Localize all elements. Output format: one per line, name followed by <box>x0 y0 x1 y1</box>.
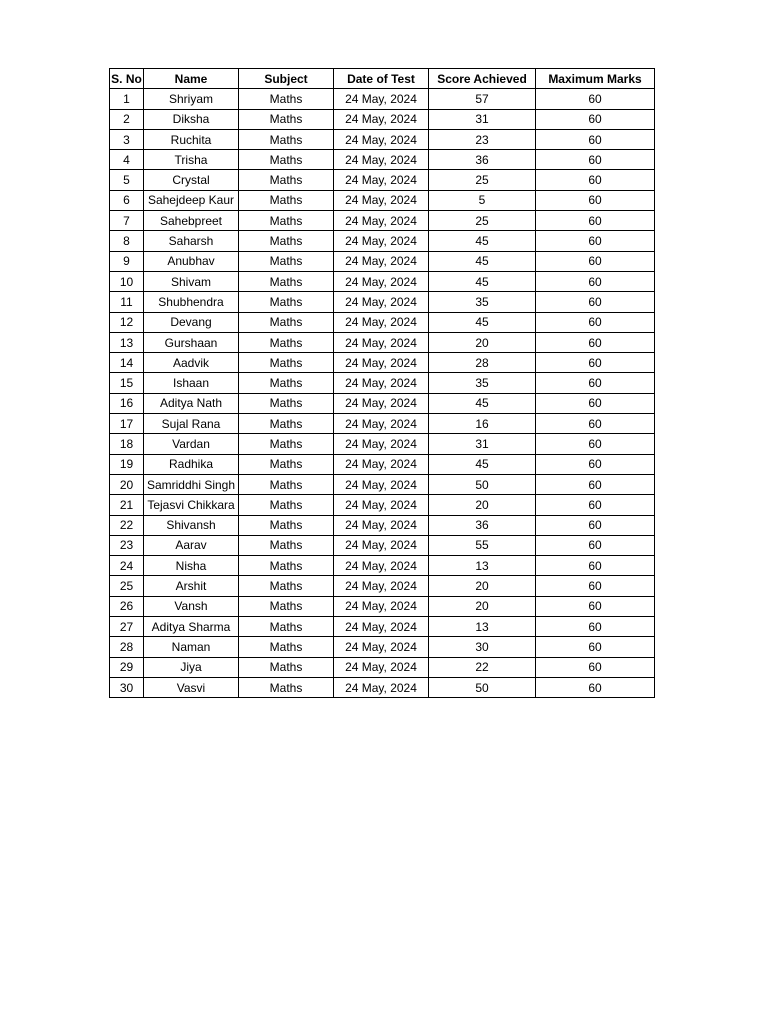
cell-name: Anubhav <box>144 251 239 271</box>
cell-name: Devang <box>144 312 239 332</box>
cell-maximum-marks: 60 <box>536 170 655 190</box>
table-row <box>110 373 655 393</box>
cell-maximum-marks: 60 <box>536 637 655 657</box>
cell-date-of-test: 24 May, 2024 <box>334 657 429 677</box>
cell-name: Arshit <box>144 576 239 596</box>
cell-name: Aditya Nath <box>144 393 239 413</box>
cell-name: Shriyam <box>144 89 239 109</box>
header-s-no: S. No <box>110 69 144 89</box>
cell-date-of-test: 24 May, 2024 <box>334 271 429 291</box>
cell-s-no: 15 <box>110 373 144 393</box>
cell-score-achieved: 36 <box>429 150 536 170</box>
cell-subject: Maths <box>239 353 334 373</box>
table-row <box>110 393 655 413</box>
cell-s-no: 26 <box>110 596 144 616</box>
cell-maximum-marks: 60 <box>536 353 655 373</box>
cell-s-no: 20 <box>110 474 144 494</box>
cell-name: Trisha <box>144 150 239 170</box>
table-row <box>110 211 655 231</box>
cell-date-of-test: 24 May, 2024 <box>334 312 429 332</box>
cell-date-of-test: 24 May, 2024 <box>334 474 429 494</box>
cell-maximum-marks: 60 <box>536 109 655 129</box>
header-date-of-test: Date of Test <box>334 69 429 89</box>
cell-subject: Maths <box>239 271 334 291</box>
cell-score-achieved: 28 <box>429 353 536 373</box>
cell-name: Nisha <box>144 556 239 576</box>
cell-score-achieved: 13 <box>429 556 536 576</box>
cell-s-no: 10 <box>110 271 144 291</box>
cell-score-achieved: 45 <box>429 231 536 251</box>
cell-subject: Maths <box>239 454 334 474</box>
cell-name: Aarav <box>144 535 239 555</box>
cell-name: Shivansh <box>144 515 239 535</box>
cell-s-no: 6 <box>110 190 144 210</box>
cell-score-achieved: 20 <box>429 332 536 352</box>
cell-score-achieved: 45 <box>429 393 536 413</box>
cell-s-no: 2 <box>110 109 144 129</box>
cell-subject: Maths <box>239 211 334 231</box>
cell-date-of-test: 24 May, 2024 <box>334 190 429 210</box>
cell-maximum-marks: 60 <box>536 474 655 494</box>
cell-maximum-marks: 60 <box>536 495 655 515</box>
table-row <box>110 474 655 494</box>
cell-s-no: 11 <box>110 292 144 312</box>
cell-maximum-marks: 60 <box>536 89 655 109</box>
cell-score-achieved: 20 <box>429 596 536 616</box>
table-row <box>110 271 655 291</box>
cell-score-achieved: 25 <box>429 170 536 190</box>
cell-date-of-test: 24 May, 2024 <box>334 434 429 454</box>
cell-date-of-test: 24 May, 2024 <box>334 89 429 109</box>
cell-date-of-test: 24 May, 2024 <box>334 393 429 413</box>
cell-maximum-marks: 60 <box>536 271 655 291</box>
cell-score-achieved: 35 <box>429 292 536 312</box>
cell-date-of-test: 24 May, 2024 <box>334 637 429 657</box>
cell-maximum-marks: 60 <box>536 434 655 454</box>
cell-score-achieved: 50 <box>429 474 536 494</box>
table-row <box>110 414 655 434</box>
cell-subject: Maths <box>239 251 334 271</box>
cell-name: Ishaan <box>144 373 239 393</box>
cell-name: Samriddhi Singh <box>144 474 239 494</box>
cell-subject: Maths <box>239 474 334 494</box>
cell-maximum-marks: 60 <box>536 535 655 555</box>
cell-date-of-test: 24 May, 2024 <box>334 373 429 393</box>
cell-score-achieved: 22 <box>429 657 536 677</box>
cell-score-achieved: 45 <box>429 251 536 271</box>
cell-s-no: 25 <box>110 576 144 596</box>
cell-s-no: 5 <box>110 170 144 190</box>
cell-name: Vardan <box>144 434 239 454</box>
cell-date-of-test: 24 May, 2024 <box>334 535 429 555</box>
cell-name: Sujal Rana <box>144 414 239 434</box>
cell-date-of-test: 24 May, 2024 <box>334 617 429 637</box>
cell-maximum-marks: 60 <box>536 677 655 697</box>
cell-date-of-test: 24 May, 2024 <box>334 292 429 312</box>
score-table <box>109 68 655 698</box>
table-row <box>110 454 655 474</box>
cell-subject: Maths <box>239 515 334 535</box>
cell-name: Crystal <box>144 170 239 190</box>
cell-subject: Maths <box>239 556 334 576</box>
table-row <box>110 495 655 515</box>
cell-subject: Maths <box>239 170 334 190</box>
cell-date-of-test: 24 May, 2024 <box>334 576 429 596</box>
table-row <box>110 596 655 616</box>
cell-subject: Maths <box>239 393 334 413</box>
table-row <box>110 434 655 454</box>
table-row <box>110 109 655 129</box>
cell-maximum-marks: 60 <box>536 576 655 596</box>
cell-name: Sahejdeep Kaur <box>144 190 239 210</box>
cell-maximum-marks: 60 <box>536 312 655 332</box>
cell-s-no: 14 <box>110 353 144 373</box>
cell-date-of-test: 24 May, 2024 <box>334 556 429 576</box>
cell-subject: Maths <box>239 617 334 637</box>
cell-maximum-marks: 60 <box>536 150 655 170</box>
cell-subject: Maths <box>239 495 334 515</box>
cell-s-no: 4 <box>110 150 144 170</box>
cell-maximum-marks: 60 <box>536 596 655 616</box>
cell-date-of-test: 24 May, 2024 <box>334 596 429 616</box>
cell-s-no: 17 <box>110 414 144 434</box>
table-row <box>110 129 655 149</box>
cell-name: Naman <box>144 637 239 657</box>
cell-date-of-test: 24 May, 2024 <box>334 495 429 515</box>
cell-subject: Maths <box>239 332 334 352</box>
cell-s-no: 28 <box>110 637 144 657</box>
cell-score-achieved: 23 <box>429 129 536 149</box>
cell-maximum-marks: 60 <box>536 657 655 677</box>
cell-s-no: 22 <box>110 515 144 535</box>
cell-score-achieved: 30 <box>429 637 536 657</box>
table-row <box>110 535 655 555</box>
cell-subject: Maths <box>239 231 334 251</box>
cell-s-no: 24 <box>110 556 144 576</box>
header-maximum-marks: Maximum Marks <box>536 69 655 89</box>
cell-subject: Maths <box>239 150 334 170</box>
table-row <box>110 657 655 677</box>
header-row <box>110 69 655 89</box>
cell-maximum-marks: 60 <box>536 231 655 251</box>
cell-s-no: 29 <box>110 657 144 677</box>
cell-s-no: 13 <box>110 332 144 352</box>
table-row <box>110 190 655 210</box>
cell-subject: Maths <box>239 373 334 393</box>
cell-date-of-test: 24 May, 2024 <box>334 677 429 697</box>
cell-score-achieved: 55 <box>429 535 536 555</box>
cell-maximum-marks: 60 <box>536 129 655 149</box>
cell-name: Radhika <box>144 454 239 474</box>
cell-subject: Maths <box>239 434 334 454</box>
cell-date-of-test: 24 May, 2024 <box>334 231 429 251</box>
table-row <box>110 231 655 251</box>
cell-date-of-test: 24 May, 2024 <box>334 129 429 149</box>
cell-name: Saharsh <box>144 231 239 251</box>
cell-name: Diksha <box>144 109 239 129</box>
cell-score-achieved: 50 <box>429 677 536 697</box>
cell-s-no: 12 <box>110 312 144 332</box>
cell-score-achieved: 5 <box>429 190 536 210</box>
cell-s-no: 16 <box>110 393 144 413</box>
cell-score-achieved: 45 <box>429 312 536 332</box>
cell-subject: Maths <box>239 89 334 109</box>
cell-date-of-test: 24 May, 2024 <box>334 515 429 535</box>
cell-name: Gurshaan <box>144 332 239 352</box>
cell-date-of-test: 24 May, 2024 <box>334 332 429 352</box>
cell-maximum-marks: 60 <box>536 251 655 271</box>
cell-subject: Maths <box>239 109 334 129</box>
cell-score-achieved: 25 <box>429 211 536 231</box>
table-row <box>110 637 655 657</box>
cell-s-no: 1 <box>110 89 144 109</box>
table-row <box>110 617 655 637</box>
table-row <box>110 292 655 312</box>
cell-s-no: 9 <box>110 251 144 271</box>
cell-subject: Maths <box>239 576 334 596</box>
header-name: Name <box>144 69 239 89</box>
cell-subject: Maths <box>239 535 334 555</box>
cell-s-no: 18 <box>110 434 144 454</box>
cell-name: Shubhendra <box>144 292 239 312</box>
table-row <box>110 89 655 109</box>
table-row <box>110 150 655 170</box>
cell-name: Aadvik <box>144 353 239 373</box>
cell-s-no: 8 <box>110 231 144 251</box>
cell-subject: Maths <box>239 677 334 697</box>
cell-name: Vansh <box>144 596 239 616</box>
cell-score-achieved: 57 <box>429 89 536 109</box>
cell-subject: Maths <box>239 312 334 332</box>
cell-score-achieved: 31 <box>429 109 536 129</box>
cell-score-achieved: 36 <box>429 515 536 535</box>
table-row <box>110 677 655 697</box>
cell-score-achieved: 16 <box>429 414 536 434</box>
header-subject: Subject <box>239 69 334 89</box>
cell-name: Tejasvi Chikkara <box>144 495 239 515</box>
cell-maximum-marks: 60 <box>536 292 655 312</box>
cell-subject: Maths <box>239 657 334 677</box>
cell-score-achieved: 31 <box>429 434 536 454</box>
table-row <box>110 312 655 332</box>
cell-date-of-test: 24 May, 2024 <box>334 150 429 170</box>
cell-maximum-marks: 60 <box>536 393 655 413</box>
cell-date-of-test: 24 May, 2024 <box>334 109 429 129</box>
cell-maximum-marks: 60 <box>536 454 655 474</box>
header-score-achieved: Score Achieved <box>429 69 536 89</box>
cell-subject: Maths <box>239 637 334 657</box>
cell-s-no: 27 <box>110 617 144 637</box>
cell-s-no: 30 <box>110 677 144 697</box>
cell-date-of-test: 24 May, 2024 <box>334 414 429 434</box>
cell-maximum-marks: 60 <box>536 332 655 352</box>
cell-date-of-test: 24 May, 2024 <box>334 170 429 190</box>
cell-name: Aditya Sharma <box>144 617 239 637</box>
table-row <box>110 576 655 596</box>
cell-name: Vasvi <box>144 677 239 697</box>
cell-subject: Maths <box>239 129 334 149</box>
cell-subject: Maths <box>239 292 334 312</box>
cell-score-achieved: 45 <box>429 271 536 291</box>
cell-s-no: 3 <box>110 129 144 149</box>
table-row <box>110 556 655 576</box>
table-row <box>110 251 655 271</box>
table-row <box>110 353 655 373</box>
table-body <box>110 89 655 698</box>
cell-date-of-test: 24 May, 2024 <box>334 353 429 373</box>
cell-name: Sahebpreet <box>144 211 239 231</box>
cell-maximum-marks: 60 <box>536 373 655 393</box>
cell-date-of-test: 24 May, 2024 <box>334 251 429 271</box>
cell-score-achieved: 20 <box>429 495 536 515</box>
cell-maximum-marks: 60 <box>536 211 655 231</box>
cell-maximum-marks: 60 <box>536 190 655 210</box>
cell-maximum-marks: 60 <box>536 617 655 637</box>
cell-s-no: 7 <box>110 211 144 231</box>
cell-score-achieved: 35 <box>429 373 536 393</box>
cell-maximum-marks: 60 <box>536 556 655 576</box>
cell-s-no: 21 <box>110 495 144 515</box>
cell-subject: Maths <box>239 414 334 434</box>
cell-score-achieved: 13 <box>429 617 536 637</box>
cell-name: Ruchita <box>144 129 239 149</box>
cell-name: Jiya <box>144 657 239 677</box>
cell-maximum-marks: 60 <box>536 414 655 434</box>
cell-score-achieved: 45 <box>429 454 536 474</box>
cell-date-of-test: 24 May, 2024 <box>334 211 429 231</box>
cell-subject: Maths <box>239 596 334 616</box>
table-row <box>110 515 655 535</box>
cell-s-no: 19 <box>110 454 144 474</box>
cell-name: Shivam <box>144 271 239 291</box>
cell-maximum-marks: 60 <box>536 515 655 535</box>
cell-s-no: 23 <box>110 535 144 555</box>
cell-score-achieved: 20 <box>429 576 536 596</box>
cell-date-of-test: 24 May, 2024 <box>334 454 429 474</box>
table-row <box>110 170 655 190</box>
table-row <box>110 332 655 352</box>
cell-subject: Maths <box>239 190 334 210</box>
